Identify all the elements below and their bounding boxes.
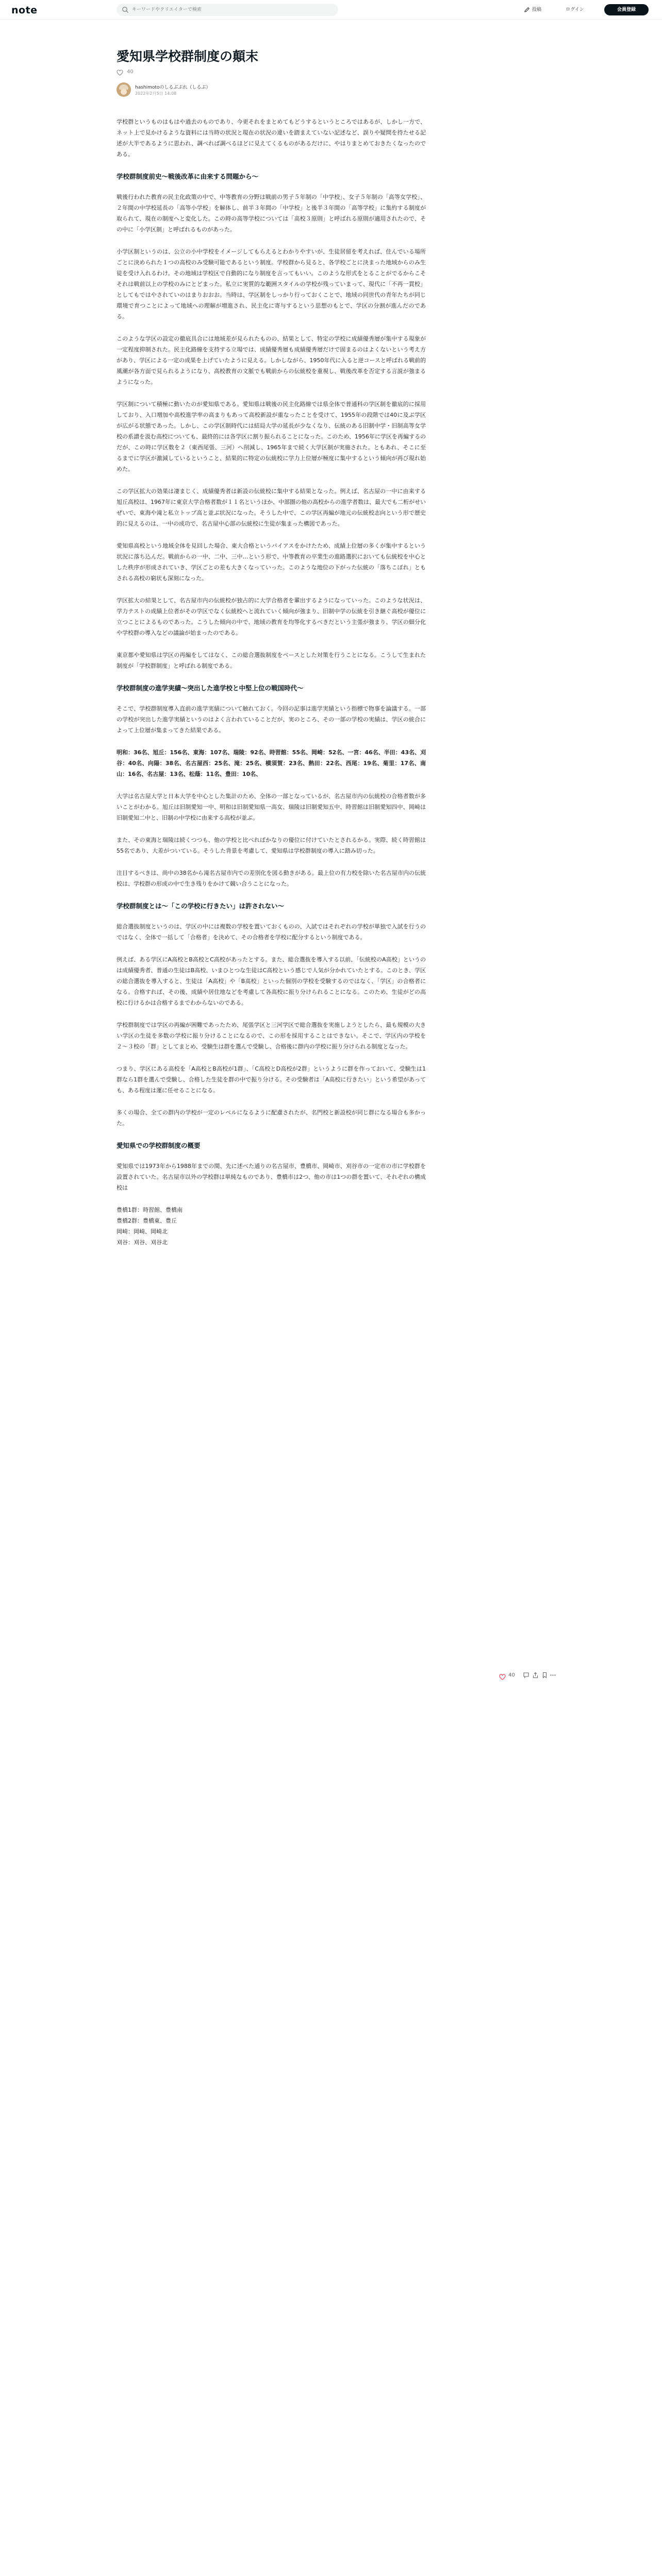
publish-date: 2022年2月5日 14:08 — [135, 91, 177, 96]
paragraph: そこで、学校群制度導入直前の進学実績について触れておく。今回の記事は進学実績という指標で物事を論議する。一部の学校が突出した進学実績というのはよく言われていることだが、実のところ、その一部の学校の実績は、学区の統合によって上位層が集まってきた結果である。 — [117, 705, 426, 734]
paragraph: このような学区の設定の徹底具合には地域差が見られたものの、結果として、特定の学校に成績優秀層が集中する現象が一定程度抑制された。民主化路線を支持する立場では、成績優秀層も成績優秀層だけで固まるのはよくないという考え方があり、学区による一定の成果を上げていたように見える。しかしながら、1950年代に入ると逆コースと呼ばれる戦前的風潮が各方面で見られるようになり、高校教育の文脈でも戦前からの伝統校を重視し、戦後改革を否定する言説が強まるようになった。 — [117, 335, 426, 385]
search-icon — [122, 6, 129, 13]
paragraph: 学区拡大の結果として、名古屋市内の伝統校が独占的に大学合格者を輩出するようになっていった。このような状況は、学力テストの成績上位者がその学区でなく伝統校へと流れていく傾向が強まり、旧制中学の伝統を引き継ぐ高校が優位に立つことによるものであった。こうした傾向の中で、地域の教育を均等化するべきだという主張が強まり、学区の細分化や学校群の導入などの議論が始まったのである。 — [117, 597, 426, 636]
float-like-button[interactable] — [499, 1670, 521, 1681]
like-count: 40 — [127, 69, 134, 75]
paragraph: 大学は名古屋大学と日本大学を中心とした集計のため、全体の一部となっているが、名古屋市内の伝統校の合格者数が多いことがわかる。旭丘は旧制愛知一中、明和は旧制愛知県一高女、瑞陵は旧制愛知五中、時習館は旧制愛知四中、岡崎は旧制愛知二中と、旧制の中学校に由来する高校が並ぶ。 — [117, 793, 426, 821]
school-group-list — [117, 1205, 426, 1248]
paragraph: この学区拡大の効果は凄まじく、成績優秀者は新設の伝統校に集中する結果となった。例えば、名古屋の一中に由来する旭丘高校は、1967年に東京大学合格者数が１１名というほか、中部圏の他の高校からの進学者数は、最大でも二桁がせいぜいで、東海や滝と私立トップ高と並ぶ状況になった。そうした中で、この学区再編が地元の伝統校志向という形で歴史的に見えるのは、一中の成功で、名古屋中心部の伝統校に生徒が集まった構図であった。 — [117, 488, 426, 527]
paragraph: 注目するべきは、尚中の38名から滝名古屋市内での差別化を図る動きがある。最上位の有力校を除いた名古屋市内の伝統校は、学校群の形成の中で生き残りをかけて競い合うことになった。 — [117, 870, 426, 887]
paragraph: 例えば、ある学区にA高校とB高校とC高校があったとする。また、総合選抜を導入する以前、「伝統校のA高校」というのは成績優秀者、普通の生徒はB高校、いまひとつな生徒はC高校という感じで人気が分かれていたとする。このとき、学区の総合選抜を導入すると、生徒は「A高校」や「B高校」といった個別の学校を受験するのではなく、「学区」の合格者になる。合格すれば、その後、成績や居住地などを考慮して各高校に振り分けられることになる。このため、生徒がどの高校に行けるかは合格するまでわからないのである。 — [117, 956, 426, 1006]
more-icon — [550, 1672, 556, 1679]
author-name[interactable]: hashimotoのしるぶぷれ（しるぶ） — [135, 85, 211, 90]
section-heading: 学校群制度とは〜「この学校に行きたい」は許されない〜 — [117, 902, 285, 910]
section-heading: 学校群制度の進学実績〜突出した進学校と中堅上位の戦国時代〜 — [117, 684, 304, 692]
more-button[interactable] — [550, 1670, 557, 1681]
pencil-icon — [524, 7, 530, 13]
section-heading: 学校群制度前史〜戦後改革に由来する問題から〜 — [117, 173, 259, 180]
post-button[interactable] — [521, 4, 553, 15]
paragraph: 学区制について積極に動いたのが愛知県である。愛知県は戦後の民主化路線では県全体で普通科の学区制を徹底的に採用しており、入口増加や高校進学率の高まりもあって高校新設が重なったことを受けて、1955年の段階では40に及ぶ学区が広がる状態であった。しかし、この学区制時代には結局大学の延長が少なくなり、伝統のある旧制中学・旧制高等女学校の系譜を汲む高校についても、最終的には各学区に割り振られることになった。このため、1956年に学区を再編するのだが、この時に学区数を２（東西尾張、三河）へ削減し、1965年まで続く大学区制が実施された。ともあれ、そこに至るまでに学区が激減しているということ、結果的に特定の伝統校に学力上位層が極度に集中するという傾向が再び現れ始めた。 — [117, 401, 426, 472]
paragraph: つまり、学区にある高校を「A高校とB高校が1群」、「C高校とD高校が2群」というように群を作っておいて、受験生は1群なら1群を選んで受験し、合格した生徒を群の中で振り分ける。その受験者は「A高校に行きたい」という希望があっても、ある程度は運に任せることになる。 — [117, 1065, 426, 1094]
paragraph: 小学区制というのは、公立の小中学校をイメージしてもらえるとわかりやすいが、生徒居留を考えれば、住んでいる場所ごとに決められた１つの高校のみ受験可能であるという制度。学校群から見ると、各学校ごとに決まった地域からのみ生徒を受け入れるわけ。その地域は学校区で自動的になり制度を言ってもいい。このような形式をとることがでるからこそそれは戦前以上の学校のみにとどまった。私立に実質的な範囲スタイルの学校が残っていまって、現代に「不再一貫校」としてもではやされていのはまりおおお。当時は、学区制をしっかり行っておくことで、地域の同世代の青年たちが同じ環境で育つことによって地域への理解が増進され、民主化に寄与するという思想のもとで、学区の分割が進んだのである。 — [117, 248, 426, 320]
list-item: 刈谷：刈谷、刈谷北 — [117, 1239, 168, 1246]
comment-icon — [523, 1672, 529, 1679]
author-info[interactable] — [117, 82, 323, 98]
paragraph: 多くの場合、全ての群内の学校が一定のレベルになるように配慮されたが、名門校と新設校が同じ群になる場合も多かった。 — [117, 1109, 426, 1127]
paragraph: 愛知県では1973年から1988年までの間、先に述べた通りの名古屋市、豊橋市、岡崎市、刈谷市の一定市の市に学校群を設置されていた。名古屋市以外の学校群は単純なものであり、豊橋市は2つ、他の市は1つの群を置いて、それぞれの構成校は — [117, 1163, 426, 1191]
list-item: 豊橋2群：豊橋東、豊丘 — [117, 1217, 177, 1224]
search-input[interactable] — [132, 5, 333, 14]
floating-action-bar — [499, 1669, 556, 1682]
paragraph: 学校群というものはもはや過去のものであり、今更それをまとめてもどうするというところではあるが、しかし一方で、ネット上で見かけるような資料には当時の状況と現在の状況の違いを踏まえていない記述など、誤りや疑問を持たせる記述が大半であるように思われ、調べれば調べるほどに見えてくるものがあるだけに、やはりまとめておきたくなったのである。 — [117, 118, 426, 158]
list-item: 豊橋1群：時習館、豊橋南 — [117, 1207, 183, 1213]
paragraph: 総合選抜制度というのは、学区の中には複数の学校を置いておくものの、入試ではそれぞれの学校が単独で入試を行うのではなく、全体で一括して「合格者」を決めて、その合格者を学校に配分するという制度である。 — [117, 923, 426, 941]
heart-icon — [117, 70, 123, 76]
float-like-count: 40 — [508, 1672, 515, 1678]
signup-button[interactable]: 会員登録 — [604, 4, 649, 15]
login-button[interactable]: ログイン — [566, 7, 584, 12]
paragraph: 愛知県高校という地域全体を見回した場合、東大合格というバイアスをかけたため、成績上位層の多くが集中するという状況に落ち込んだ。戦前からの一中、二中、三中…という形で、中等教育の卒業生の進路選択においても伝統校を中心とした秩序が形成されていき、学区ごとの差も大きくなっていった。このような地位の下がった伝統の「落ちこぼれ」ともされる高校の窮状も深刻になった。 — [117, 543, 426, 582]
section-heading: 愛知県での学校群制度の概要 — [117, 1142, 201, 1149]
share-icon — [532, 1672, 539, 1679]
paragraph: 戦後行われた教育の民主化政策の中で、中等教育の分野は戦前の男子５年制の「中学校」、女子５年制の「高等女学校」、２年間の中学校延長の「高等小学校」を解体し、前半３年間の「中学校」と後半３年間の「高等学校」に集約する制度が取られて、現在の制度へと変化した。この時の高等学校については「高校３原則」と呼ばれる原則が適用されたので、その中に「小学区制」と呼ばれるものがあった。 — [117, 194, 426, 233]
search-box[interactable] — [117, 4, 338, 16]
bookmark-button[interactable] — [541, 1670, 549, 1681]
results-paragraph: 明和：36名、旭丘：156名、東海：107名、瑞陵：92名、時習館：55名、岡崎：52名、一宮：46名、半田：43名、刈谷：40名、向陽：38名、名古屋西：25名、滝：25名、横須賀：23名、熱田：22名、西尾：19名、菊里：17名、南山：16名、名古屋：13名、松蔭：11名、豊田：10名、 — [117, 749, 426, 777]
list-item: 岡崎：岡崎、岡崎北 — [117, 1228, 168, 1235]
article-body — [117, 116, 426, 1259]
paragraph: 学校群制度では学区の再編が困難であったため、尾張学区と三河学区で総合選抜を実施しようとしたら、最も規模の大きい学区の生徒を多数の学校に振り分けることになるので、この形を採用することはできない。そこで、学区内の学校を２〜３校の「群」としてまとめ、受験生は群を選んで受験し、合格後に群内の学校に振り分けられる制度となった。 — [117, 1022, 426, 1050]
heart-icon — [499, 1674, 506, 1680]
article-title: 愛知県学校群制度の顛末 — [117, 49, 259, 64]
post-label: 投稿 — [532, 7, 542, 12]
paragraph: 東京都や愛知県は学区の再編をしてはなく、この総合選抜制度をベースとした対策を行うことになる。こうして生まれた制度が「学校群制度」と呼ばれる制度である。 — [117, 652, 426, 669]
note-logo[interactable]: note — [11, 5, 38, 16]
bookmark-icon — [541, 1672, 548, 1679]
paragraph: また、その東海と瑞陵は続くつつも、他の学校と比べればかなりの優位に付けていたとされるかる。実際、続く時習館は55名であり、大差がついている。そうした背景を考慮して、愛知県は学校群制度の導入に踏み切った。 — [117, 837, 426, 854]
share-button[interactable] — [532, 1670, 539, 1681]
comment-button[interactable] — [523, 1670, 530, 1681]
author-avatar[interactable] — [117, 82, 131, 97]
top-bar — [0, 0, 662, 20]
